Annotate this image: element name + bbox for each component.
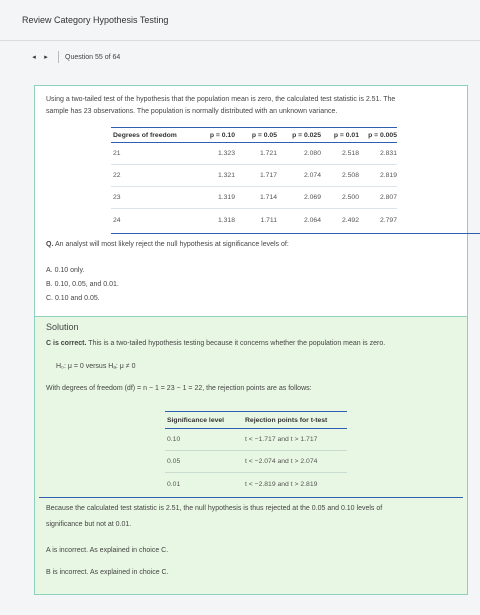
table-cell: 2.074: [303, 172, 321, 179]
table-cell: 21: [113, 150, 121, 157]
table-header-cell: p = 0.005: [368, 131, 397, 139]
table-row: [111, 165, 397, 187]
table-cell: 1.319: [217, 194, 235, 201]
question-prompt-text: An analyst will most likely reject the null hypothesis at significance levels of:: [54, 241, 289, 248]
table-header-row: [111, 127, 397, 143]
rejection-points-table: [165, 411, 347, 495]
degrees-of-freedom-text: With degrees of freedom (df) = n − 1 = 23 − 1 = 22, the rejection points are as follows:: [46, 385, 312, 392]
header-divider: [0, 40, 480, 41]
table-row: [111, 209, 397, 231]
table-row: [165, 473, 347, 495]
option-letter: B.: [46, 281, 53, 288]
conclusion-line-1: Because the calculated test statistic is 2.51, the null hypothesis is thus rejected at the 0.05 and 0.10 levels of: [46, 505, 383, 512]
hypotheses-statement: H₀: μ = 0 versus Hₐ: μ ≠ 0: [56, 363, 136, 370]
table-cell: 23: [113, 194, 121, 201]
solution-title: Solution: [46, 322, 79, 332]
option-letter: A.: [46, 267, 53, 274]
table-cell: 2.831: [379, 150, 397, 157]
table-row: [165, 451, 347, 473]
question-prompt: [46, 241, 289, 248]
table-cell: 0.01: [167, 480, 181, 488]
table-cell: 2.807: [379, 194, 397, 201]
question-counter: Question 55 of 64: [65, 53, 121, 61]
table-cell: t < −1.717 and t > 1.717: [245, 436, 318, 443]
table-cell: 2.500: [341, 194, 359, 201]
table-cell: 1.717: [259, 172, 277, 179]
table-cell: 1.321: [217, 172, 235, 179]
answer-option-c[interactable]: [46, 295, 100, 302]
table-cell: 2.508: [341, 172, 359, 179]
solution-verdict: [46, 340, 385, 347]
table-cell: 1.323: [217, 150, 235, 157]
table-row: [111, 187, 397, 209]
question-navigator: [28, 50, 120, 64]
table-cell: 0.10: [167, 436, 181, 443]
previous-question-icon[interactable]: ◂: [32, 54, 36, 61]
option-text: 0.10 only.: [54, 267, 85, 274]
table-cell: 22: [113, 172, 121, 179]
table-cell: 0.05: [167, 458, 181, 465]
correct-explanation: This is a two-tailed hypothesis testing because it concerns whether the population mean is zero.: [88, 340, 386, 347]
table-row: [165, 429, 347, 451]
question-stem-line-1: Using a two-tailed test of the hypothesis that the population mean is zero, the calculated test statistic is 2.51. The: [46, 96, 396, 103]
option-text: 0.10, 0.05, and 0.01.: [54, 281, 119, 288]
table-cell: 2.069: [303, 194, 321, 201]
table-cell: 2.080: [303, 150, 321, 157]
table-header-cell: Rejection points for t-test: [245, 416, 328, 424]
solution-panel: [34, 317, 468, 595]
page-title: Review Category Hypothesis Testing: [22, 15, 169, 25]
table-cell: 1.318: [217, 216, 235, 224]
question-stem: [46, 94, 458, 118]
table-row: [111, 143, 397, 165]
t-distribution-table: [111, 127, 397, 231]
table-header-cell: Significance level: [167, 416, 225, 424]
nav-divider: [58, 51, 59, 63]
table-header-cell: p = 0.10: [209, 131, 235, 139]
table-cell: 2.492: [341, 216, 359, 224]
table-cell: 24: [113, 216, 121, 224]
question-stem-line-2: sample has 23 observations. The population is normally distributed with an unknown variance.: [46, 108, 338, 115]
table-cell: 1.711: [260, 216, 277, 224]
table-cell: 2.518: [341, 150, 359, 157]
solution-divider: [39, 497, 463, 498]
table-cell: 1.721: [259, 150, 277, 157]
table-bottom-rule: [111, 233, 480, 234]
correct-label: C is correct.: [46, 340, 87, 347]
question-prompt-label: Q.: [46, 241, 54, 248]
table-header-cell: p = 0.025: [292, 131, 321, 139]
table-cell: t < −2.074 and t > 2.074: [245, 458, 318, 465]
table-cell: 2.797: [379, 216, 397, 224]
answer-option-b[interactable]: [46, 281, 119, 288]
question-card: [34, 85, 468, 317]
option-a-explanation: A is incorrect. As explained in choice C.: [46, 547, 169, 554]
table-header-cell: Degrees of freedom: [113, 131, 177, 139]
table-header-cell: p = 0.05: [251, 131, 277, 139]
page-header: [0, 0, 480, 40]
table-cell: 2.064: [303, 216, 321, 224]
option-text: 0.10 and 0.05.: [54, 295, 100, 302]
table-cell: t < −2.819 and t > 2.819: [245, 480, 318, 488]
option-letter: C.: [46, 295, 53, 302]
answer-option-a[interactable]: [46, 267, 84, 274]
table-cell: 2.819: [379, 172, 397, 179]
conclusion-line-2: significance but not at 0.01.: [46, 521, 132, 528]
table-header-cell: p = 0.01: [333, 131, 359, 139]
option-b-explanation: B is incorrect. As explained in choice C.: [46, 569, 169, 576]
next-question-icon[interactable]: ▸: [44, 54, 48, 61]
table-cell: 1.714: [259, 194, 277, 201]
table-header-row: [165, 411, 347, 429]
